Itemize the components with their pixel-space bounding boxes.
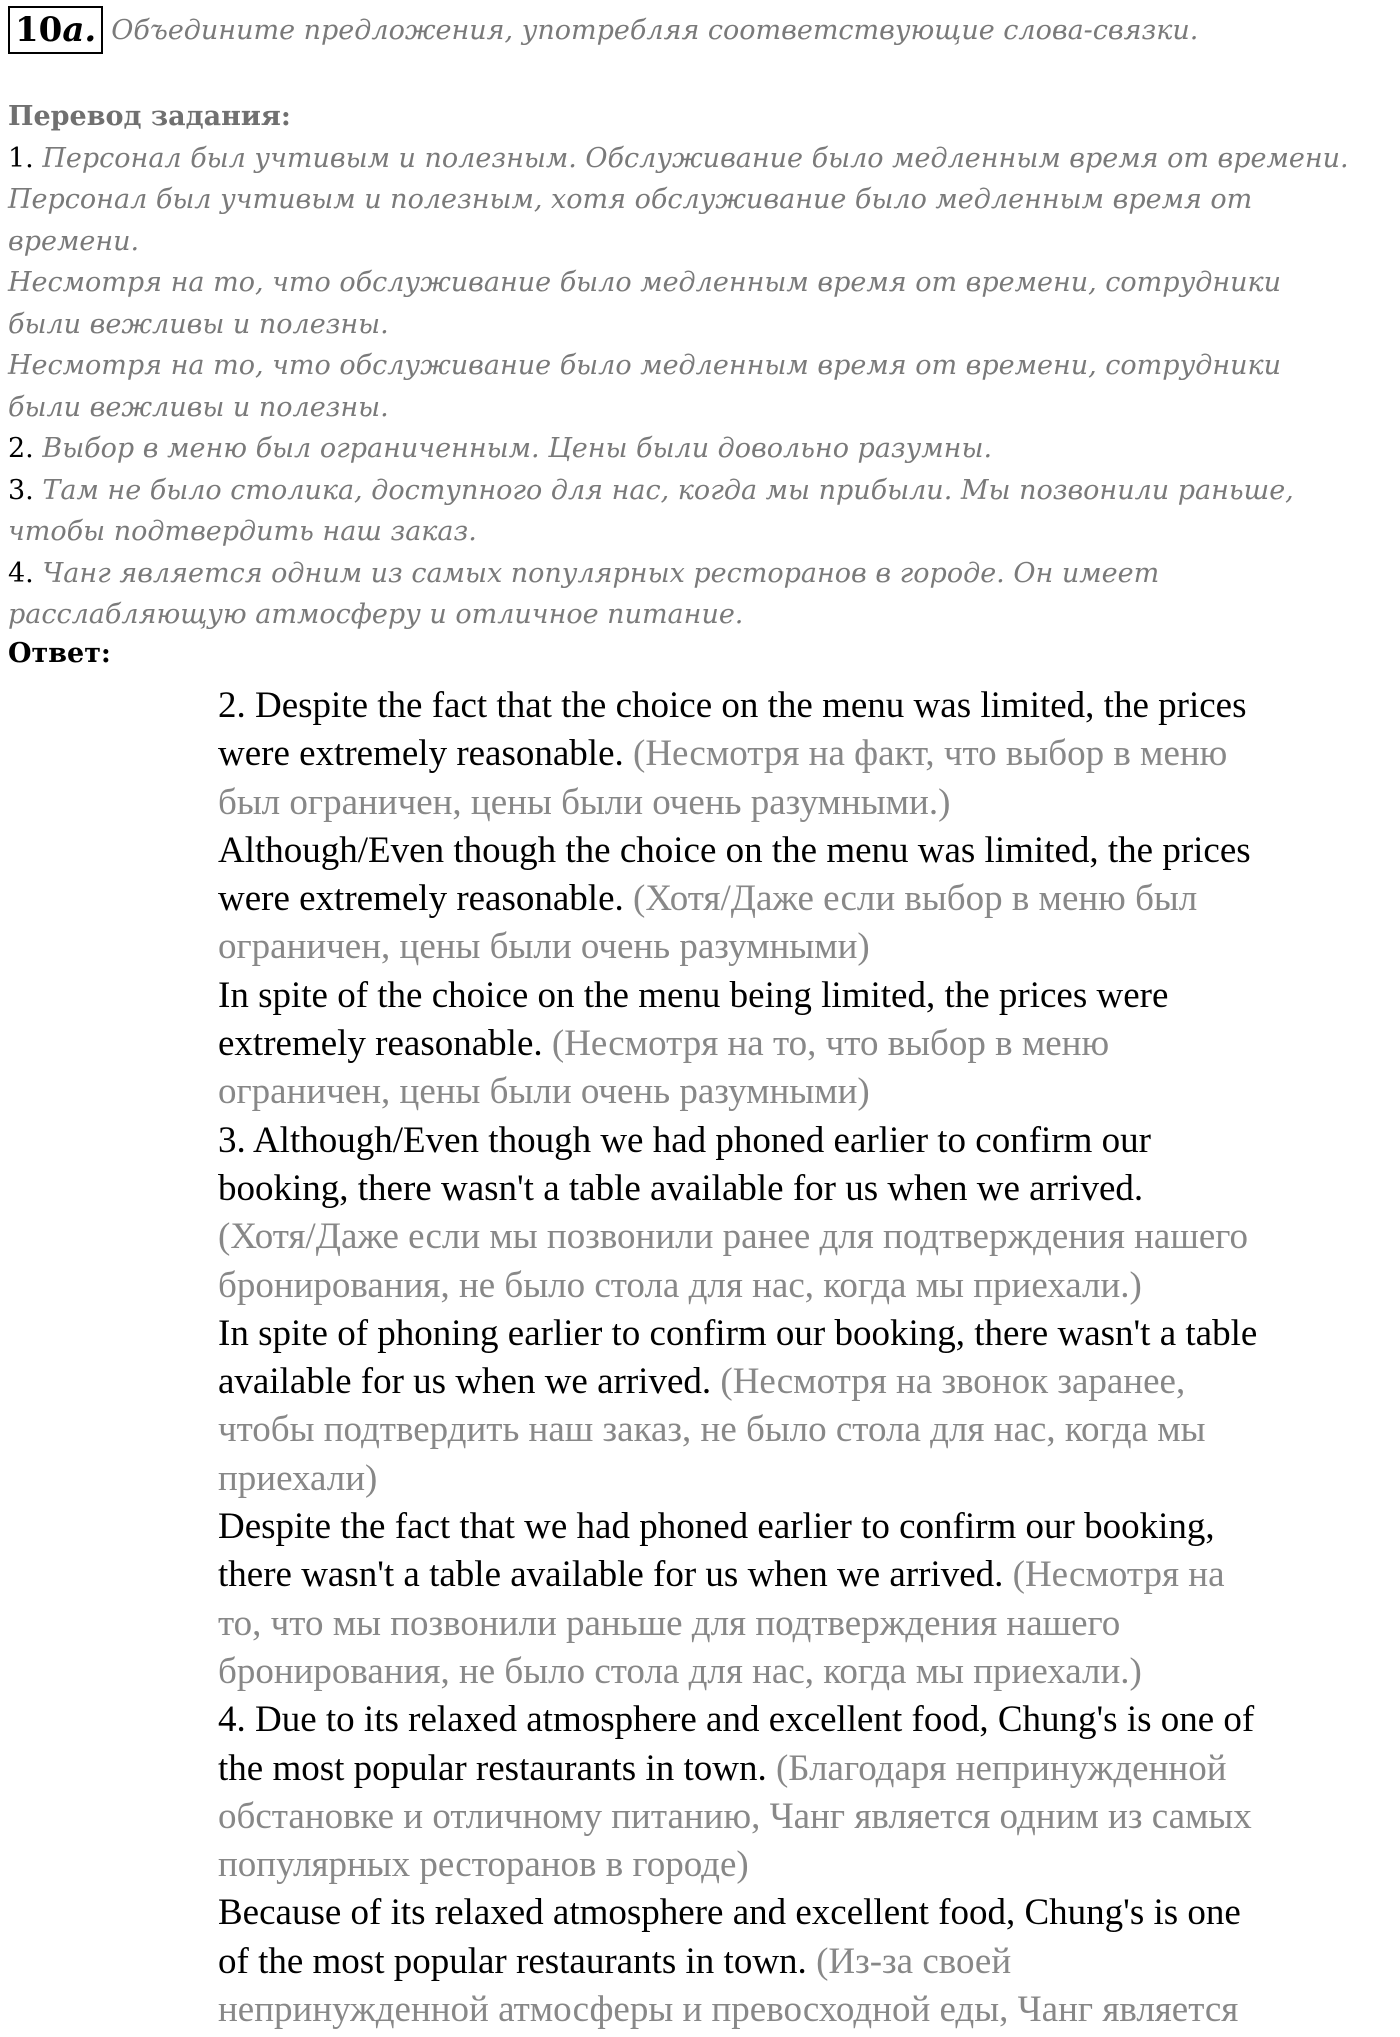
translation-line-text: расслабляющую атмосферу и отличное питание. — [8, 599, 744, 630]
answer-line — [218, 1358, 1396, 1406]
answer-russian-translation: бронирования, не было стола для нас, когда мы приехали.) — [218, 1264, 1142, 1306]
answer-line — [218, 1696, 1396, 1744]
translation-line — [8, 428, 1388, 470]
task-number-badge — [8, 6, 103, 54]
answer-english-text: booking, there wasn't a table available for us when we arrived. — [218, 1167, 1144, 1209]
answer-russian-translation: популярных ресторанов в городе) — [218, 1844, 749, 1886]
answer-line — [218, 1455, 1396, 1503]
answer-line — [218, 730, 1396, 778]
translation-line-text: Персонал был учтивым и полезным. Обслуживание было медленным время от времени. — [33, 142, 1349, 174]
answer-english-text: 3. Although/Even though we had phoned earlier to confirm our — [218, 1119, 1152, 1161]
task-header — [8, 6, 1198, 54]
answer-english-text: the most popular restaurants in town. — [218, 1747, 767, 1789]
answer-line — [218, 875, 1396, 923]
translation-line — [8, 387, 1388, 429]
translation-line — [8, 138, 1388, 180]
translation-item-number: 1. — [8, 142, 34, 174]
answer-line — [218, 1117, 1396, 1165]
answer-english-text: 2. Despite the fact that the choice on the menu was limited, the prices — [218, 685, 1247, 726]
translation-line — [8, 470, 1388, 512]
translation-line — [8, 553, 1388, 595]
translation-item-number: 4. — [8, 557, 34, 589]
answer-english-text: were extremely reasonable. — [218, 733, 624, 775]
answer-line — [218, 1745, 1396, 1793]
translation-block — [8, 96, 1388, 636]
answer-line — [218, 1551, 1396, 1599]
answer-line — [218, 1648, 1396, 1696]
translation-line-text: были вежливы и полезны. — [8, 391, 389, 423]
answer-english-text: In spite of the choice on the menu being limited, the prices were — [218, 974, 1169, 1016]
translation-lines — [8, 138, 1388, 636]
answer-line — [218, 923, 1396, 971]
answer-english-text: 4. Due to its relaxed atmosphere and excellent food, Chung's is one of — [218, 1699, 1255, 1741]
answer-line — [218, 1020, 1396, 1068]
answer-english-text: of the most popular restaurants in town. — [218, 1940, 807, 1982]
answer-russian-translation: обстановке и отличному питанию, Чанг является одним из самых — [218, 1795, 1252, 1837]
answer-russian-translation: то, что мы позвонили раньше для подтверждения нашего — [218, 1602, 1121, 1644]
answer-english-text: were extremely reasonable. — [218, 878, 624, 920]
answer-english-text: Although/Even though the choice on the menu was limited, the prices — [218, 829, 1251, 871]
answer-russian-translation: (Несмотря на — [1003, 1554, 1225, 1596]
translation-line — [8, 345, 1388, 387]
answer-english-text: available for us when we arrived. — [218, 1361, 712, 1403]
translation-line — [8, 511, 1388, 553]
task-number-digits: 10 — [15, 10, 63, 50]
answer-russian-translation: непринужденной атмосферы и превосходной еды, Чанг является — [218, 1989, 1239, 2031]
translation-item-number: 3. — [8, 474, 34, 506]
translation-line — [8, 594, 1388, 636]
answer-russian-translation: был ограничен, цены были очень разумными.) — [218, 781, 951, 823]
answer-english-text: Because of its relaxed atmosphere and excellent food, Chung's is one — [218, 1892, 1241, 1934]
answer-russian-translation: (Несмотря на то, что выбор в меню — [542, 1023, 1110, 1065]
answer-line — [218, 1986, 1396, 2034]
answer-line — [218, 972, 1396, 1020]
translation-line-text: Несмотря на то, что обслуживание было медленным время от времени, сотрудники — [8, 267, 1282, 298]
answer-line — [218, 1938, 1396, 1986]
translation-line-text: Чанг является одним из самых популярных ресторанов в городе. Он имеет — [33, 557, 1160, 589]
answer-line — [218, 682, 1396, 730]
answer-line — [218, 1068, 1396, 1116]
answer-russian-translation: ограничен, цены были очень разумными) — [218, 926, 870, 968]
answer-line — [218, 1213, 1396, 1261]
task-instruction: Объедините предложения, употребляя соответствующие слова-связки. — [111, 14, 1199, 46]
answer-block — [218, 682, 1396, 2034]
answer-english-text: extremely reasonable. — [218, 1023, 543, 1065]
answer-russian-translation: приехали) — [218, 1457, 378, 1499]
answer-line — [218, 1262, 1396, 1310]
translation-line — [8, 304, 1388, 346]
answer-russian-translation: чтобы подтвердить наш заказ, не было стола для нас, когда мы — [218, 1409, 1206, 1451]
answer-russian-translation: (Хотя/Даже если выбор в меню был — [623, 878, 1198, 920]
translation-line — [8, 179, 1388, 221]
answer-line — [218, 1165, 1396, 1213]
translation-line-text: Там не было столика, доступного для нас, когда мы прибыли. Мы позвонили раньше, — [33, 474, 1294, 506]
translation-line-text: Несмотря на то, что обслуживание было медленным время от времени, сотрудники — [8, 350, 1282, 381]
translation-line-text: были вежливы и полезны. — [8, 308, 389, 340]
answer-line — [218, 1406, 1396, 1454]
translation-line-text: Персонал был учтивым и полезным, хотя обслуживание было медленным время от — [8, 184, 1253, 215]
answer-line — [218, 1793, 1396, 1841]
answer-english-text: Despite the fact that we had phoned earlier to confirm our booking, — [218, 1506, 1215, 1548]
answer-line — [218, 1889, 1396, 1937]
translation-line-text: чтобы подтвердить наш заказ. — [8, 516, 477, 547]
answer-line — [218, 1841, 1396, 1889]
answer-english-text: there wasn't a table available for us when we arrived. — [218, 1554, 1004, 1596]
translation-line — [8, 262, 1388, 304]
answer-russian-translation: (Несмотря на факт, что выбор в меню — [623, 733, 1228, 775]
answer-heading: Ответ: — [8, 638, 111, 669]
translation-heading: Перевод задания: — [8, 101, 291, 132]
answer-russian-translation: (Несмотря на звонок заранее, — [711, 1361, 1186, 1403]
answer-russian-translation: (Хотя/Даже если мы позвонили ранее для подтверждения нашего — [218, 1216, 1249, 1258]
answer-line — [218, 1600, 1396, 1648]
answer-english-text: In spite of phoning earlier to confirm our booking, there wasn't a table — [218, 1312, 1258, 1354]
translation-line — [8, 221, 1388, 263]
translation-line-text: времени. — [8, 225, 140, 257]
translation-item-number: 2. — [8, 433, 34, 464]
answer-russian-translation: ограничен, цены были очень разумными) — [218, 1071, 870, 1113]
answer-russian-translation: (Из-за своей — [806, 1940, 1012, 1982]
answer-russian-translation: (Благодаря непринужденной — [766, 1747, 1227, 1789]
translation-line-text: Выбор в меню был ограниченным. Цены были довольно разумны. — [33, 433, 993, 464]
task-number-letter: a. — [62, 10, 97, 50]
answer-line — [218, 779, 1396, 827]
answer-line — [218, 1310, 1396, 1358]
answer-line — [218, 827, 1396, 875]
answer-russian-translation: бронирования, не было стола для нас, когда мы приехали.) — [218, 1650, 1142, 1692]
answer-line — [218, 1503, 1396, 1551]
